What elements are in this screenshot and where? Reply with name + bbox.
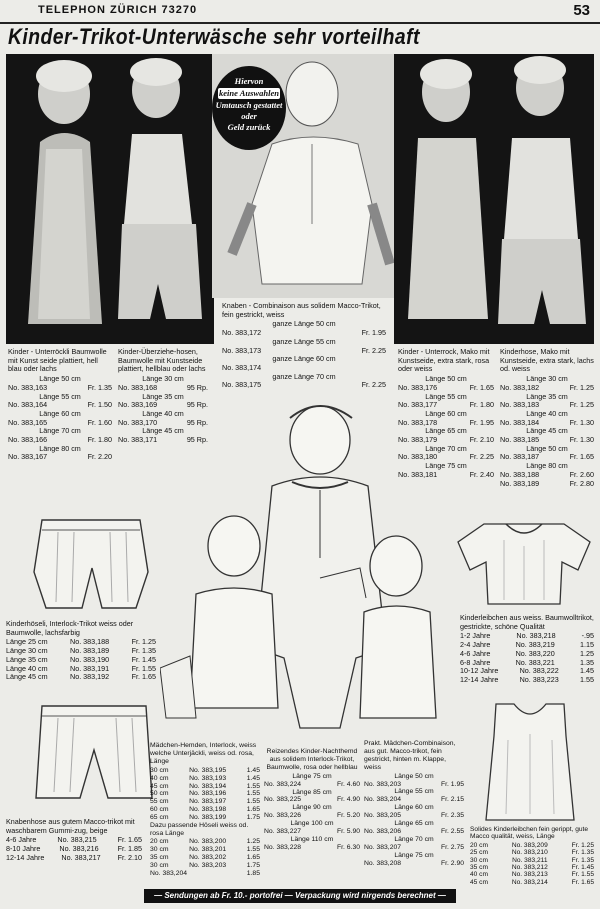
- caption-row: Länge 100 cm: [290, 820, 334, 828]
- caption-row: Länge 75 cm: [292, 772, 332, 780]
- caption-row: No. 383,168 95 Rp.: [118, 382, 208, 392]
- caption-row: Länge 50 cm: [526, 443, 568, 453]
- caption-row: 30 cm No. 383,201 1.55: [150, 845, 260, 853]
- caption-row: No. 383,181 Fr. 2.40: [398, 469, 494, 479]
- caption-row: No. 383,188 Fr. 2.60: [500, 469, 594, 479]
- caption-row: Länge 75 cm: [425, 461, 467, 471]
- caption-girls-shirts: [150, 742, 260, 877]
- caption-row: Länge 65 cm: [425, 426, 467, 436]
- caption-row: 6-8 Jahre No. 383,221 1.35: [460, 657, 594, 667]
- caption-row: 55 cm No. 383,197 1.55: [150, 798, 260, 806]
- caption-description: Reizendes Kinder-Nachthemd aus solidem Interlock-Trikot, Baumwolle, rosa oder hellblau: [266, 748, 358, 771]
- caption-row: Länge 55 cm: [425, 391, 467, 401]
- caption-row: No. 383,171 95 Rp.: [118, 435, 208, 445]
- girls-underskirt-photo: [394, 54, 594, 344]
- caption-row: No. 383,175 Fr. 2.25: [222, 380, 386, 390]
- caption-row: Länge 75 cm: [394, 851, 434, 859]
- caption-row: No. 383,187 Fr. 1.65: [500, 452, 594, 462]
- caption-row: Länge 30 cm: [142, 374, 184, 384]
- caption-row: Länge 50 cm: [394, 772, 434, 780]
- caption-row: ganze Länge 50 cm: [272, 319, 336, 329]
- caption-description: Kinder-Überziehe-hosen, Baumwolle mit Kunstseide plattiert, hellblau oder lachs: [118, 347, 206, 374]
- caption-row: Länge 25 cm No. 383,188 Fr. 1.25: [6, 637, 156, 647]
- caption-row: ganze Länge 70 cm: [272, 371, 336, 381]
- caption-row: No. 383,163 Fr. 1.35: [8, 382, 112, 392]
- caption-girls-combination: [364, 740, 464, 868]
- caption-description: Kinderhöseli, Interlock-Trikot weiss oder Baumwolle, lachsfarbig: [6, 619, 134, 637]
- caption-row: 40 cm No. 383,213 Fr. 1.55: [470, 871, 594, 879]
- caption-row: 60 cm No. 383,198 1.65: [150, 806, 260, 814]
- caption-row: 50 cm No. 383,196 1.55: [150, 790, 260, 798]
- guarantee-badge: [212, 66, 286, 150]
- caption-row: Länge 60 cm: [39, 408, 81, 418]
- shipping-footer: — Sendungen ab Fr. 10.- portofrei — Verpackung wird nirgends berechnet —: [144, 889, 456, 903]
- phone-number: TELEPHON ZÜRICH 73270: [38, 4, 198, 16]
- caption-row: 1-2 Jahre No. 383,218 -.95: [460, 631, 594, 641]
- caption-row: Länge 55 cm: [394, 788, 434, 796]
- caption-row: Länge 70 cm: [39, 426, 81, 436]
- caption-row: No. 383,183 Fr. 1.25: [500, 400, 594, 410]
- caption-row: Länge 45 cm: [526, 426, 568, 436]
- caption-row: Länge 40 cm No. 383,191 Fr. 1.55: [6, 663, 156, 673]
- badge-line: oder: [241, 111, 257, 121]
- caption-description: Mädchen-Hemden, Interlock, weiss welche Unterjäckli, weiss od. rosa, Länge: [150, 742, 257, 765]
- caption-row: 2-4 Jahre No. 383,219 1.15: [460, 640, 594, 650]
- caption-row: 12-14 Jahre No. 383,217 Fr. 2.10: [6, 852, 142, 862]
- caption-knickers: [6, 620, 156, 682]
- caption-row: No. 383,204 1.85: [150, 869, 260, 877]
- caption-boys-shorts: [6, 818, 142, 863]
- caption-row: No. 383,189 Fr. 2.80: [500, 478, 594, 488]
- caption-row: Länge 60 cm: [425, 408, 467, 418]
- caption-row: No. 383,172 Fr. 1.95: [222, 328, 386, 338]
- caption-row: Länge 30 cm No. 383,189 Fr. 1.35: [6, 646, 156, 656]
- caption-row: ganze Länge 60 cm: [272, 354, 336, 364]
- caption-underskirt: [8, 348, 112, 462]
- caption-row: No. 383,224 Fr. 4.60: [264, 780, 360, 788]
- caption-row: No. 383,225 Fr. 4.90: [264, 796, 360, 804]
- caption-row: Länge 45 cm No. 383,192 Fr. 1.65: [6, 672, 156, 682]
- caption-description: Kinder - Unterrock, Mako mit Kunstseide, extra stark, rosa oder weiss: [398, 347, 490, 374]
- caption-row: 20 cm No. 383,209 Fr. 1.25: [470, 841, 594, 849]
- caption-row: Länge 45 cm: [142, 426, 184, 436]
- caption-row: 35 cm No. 383,202 1.65: [150, 853, 260, 861]
- caption-row: ganze Länge 55 cm: [272, 336, 336, 346]
- caption-boy-combination: [222, 302, 386, 390]
- caption-description: Solides Kinderleibchen fein gerippt, gute Macco qualität, weiss, Länge: [470, 826, 589, 841]
- caption-row: No. 383,167 Fr. 2.20: [8, 452, 112, 462]
- caption-row: Länge 50 cm: [425, 374, 467, 384]
- page-title: Kinder-Trikot-Unterwäsche sehr vorteilhaft: [8, 24, 420, 49]
- caption-row: Dazu passende Höseli weiss od. rosa Länge: [150, 822, 249, 837]
- caption-row: No. 383,164 Fr. 1.50: [8, 400, 112, 410]
- photo-panel-girls-left: [6, 54, 214, 344]
- caption-row: No. 383,208 Fr. 2.90: [364, 859, 464, 867]
- caption-row: No. 383,174: [222, 362, 262, 372]
- caption-row: 45 cm No. 383,194 1.55: [150, 782, 260, 790]
- caption-row: 65 cm No. 383,199 1.75: [150, 814, 260, 822]
- badge-line: Geld zurück: [227, 122, 271, 132]
- caption-row: Länge 35 cm: [142, 391, 184, 401]
- caption-row: Länge 35 cm: [526, 391, 568, 401]
- caption-row: Länge 80 cm: [526, 461, 568, 471]
- caption-row: Länge 70 cm: [394, 835, 434, 843]
- badge-line: Hiervon: [234, 76, 264, 86]
- caption-row: No. 383,185 Fr. 1.30: [500, 435, 594, 445]
- caption-row: Länge 40 cm: [526, 408, 568, 418]
- caption-row: 40 cm No. 383,193 1.45: [150, 774, 260, 782]
- badge-line: keine Auswahlen: [219, 88, 279, 98]
- page-number: 53: [573, 2, 590, 19]
- caption-row: No. 383,173 Fr. 2.25: [222, 345, 386, 355]
- caption-description: Knaben - Combinaison aus solidem Macco-Trikot, fein gestrickt, weiss: [222, 301, 381, 319]
- girls-slip-photo: [6, 54, 214, 344]
- caption-description: Kinderleibchen aus weiss. Baumwolltrikot, gestrickte, schöne Qualität: [460, 613, 594, 631]
- caption-row: 30 cm No. 383,203 1.75: [150, 861, 260, 869]
- caption-row: 20 cm No. 383,200 1.25: [150, 837, 260, 845]
- caption-row: 8-10 Jahre No. 383,216 Fr. 1.85: [6, 844, 142, 854]
- caption-row: Länge 85 cm: [292, 788, 332, 796]
- caption-row: No. 383,169 95 Rp.: [118, 400, 208, 410]
- caption-row: No. 383,203 Fr. 1.95: [364, 780, 464, 788]
- caption-row: No. 383,228 Fr. 6.30: [264, 843, 360, 851]
- caption-row: Länge 90 cm: [292, 804, 332, 812]
- caption-row: No. 383,178 Fr. 1.95: [398, 417, 494, 427]
- caption-description: Knabenhose aus gutem Macco-trikot mit waschbarem Gummi-zug, beige: [6, 817, 135, 835]
- caption-nightgown: [264, 748, 360, 852]
- illustration-girls-nightwear: [160, 398, 450, 748]
- badge-line: Umtausch gestattet: [215, 100, 283, 110]
- caption-row: 4-6 Jahre No. 383,215 Fr. 1.65: [6, 835, 142, 845]
- caption-row: No. 383,227 Fr. 5.90: [264, 828, 360, 836]
- illustration-ribbed-vest: [478, 700, 582, 822]
- caption-row: No. 383,184 Fr. 1.30: [500, 417, 594, 427]
- caption-knit-vest: [460, 614, 594, 685]
- photo-panel-girls-right: [394, 54, 594, 344]
- caption-row: No. 383,177 Fr. 1.80: [398, 400, 494, 410]
- caption-row: No. 383,176 Fr. 1.65: [398, 382, 494, 392]
- caption-row: Länge 40 cm: [142, 408, 184, 418]
- caption-row: No. 383,182 Fr. 1.25: [500, 382, 594, 392]
- caption-row: 10-12 Jahre No. 383,222 1.45: [460, 666, 594, 676]
- caption-row: Länge 65 cm: [394, 820, 434, 828]
- caption-row: No. 383,170 95 Rp.: [118, 417, 208, 427]
- caption-row: No. 383,204 Fr. 2.15: [364, 796, 464, 804]
- caption-row: No. 383,180 Fr. 2.25: [398, 452, 494, 462]
- caption-row: Länge 55 cm: [39, 391, 81, 401]
- caption-row: Länge 70 cm: [425, 443, 467, 453]
- illustration-boys-shorts: [30, 700, 156, 806]
- caption-row: Länge 110 cm: [290, 835, 334, 843]
- caption-description: Kinderhose, Mako mit Kunstseide, extra stark, lachs od. weiss: [500, 347, 594, 374]
- caption-row: No. 383,226 Fr. 5.20: [264, 812, 360, 820]
- caption-childrens-pants: [500, 348, 594, 488]
- caption-row: No. 383,206 Fr. 2.55: [364, 827, 464, 835]
- page-header: [0, 0, 600, 24]
- illustration-knit-vest: [454, 520, 594, 608]
- caption-row: Länge 35 cm No. 383,190 Fr. 1.45: [6, 654, 156, 664]
- caption-row: 35 cm No. 383,212 Fr. 1.45: [470, 864, 594, 872]
- illustration-knickers: [28, 512, 154, 616]
- caption-row: Länge 30 cm: [526, 374, 568, 384]
- caption-description: Prakt. Mädchen-Combinaison, aus gut. Macco-trikot, fein gestrickt, hinten m. Klappe, weiss: [364, 740, 456, 771]
- caption-row: 30 cm No. 383,211 Fr. 1.35: [470, 856, 594, 864]
- caption-row: No. 383,179 Fr. 2.10: [398, 435, 494, 445]
- caption-row: No. 383,166 Fr. 1.80: [8, 435, 112, 445]
- caption-row: 12-14 Jahre No. 383,223 1.55: [460, 674, 594, 684]
- caption-row: No. 383,205 Fr. 2.35: [364, 812, 464, 820]
- caption-row: No. 383,165 Fr. 1.60: [8, 417, 112, 427]
- caption-row: 25 cm No. 383,210 Fr. 1.35: [470, 849, 594, 857]
- caption-ribbed-vest: [470, 826, 594, 886]
- caption-description: Kinder - Unterröckli Baumwolle mit Kunst seide plattiert, hell blau oder lachs: [8, 347, 107, 374]
- caption-row: 4-6 Jahre No. 383,220 1.25: [460, 648, 594, 658]
- caption-row: No. 383,207 Fr. 2.75: [364, 843, 464, 851]
- caption-row: Länge 50 cm: [39, 374, 81, 384]
- caption-row: 30 cm No. 383,195 1.45: [150, 766, 260, 774]
- caption-row: Länge 80 cm: [39, 443, 81, 453]
- caption-row: 45 cm No. 383,214 Fr. 1.65: [470, 878, 594, 886]
- caption-row: Länge 60 cm: [394, 804, 434, 812]
